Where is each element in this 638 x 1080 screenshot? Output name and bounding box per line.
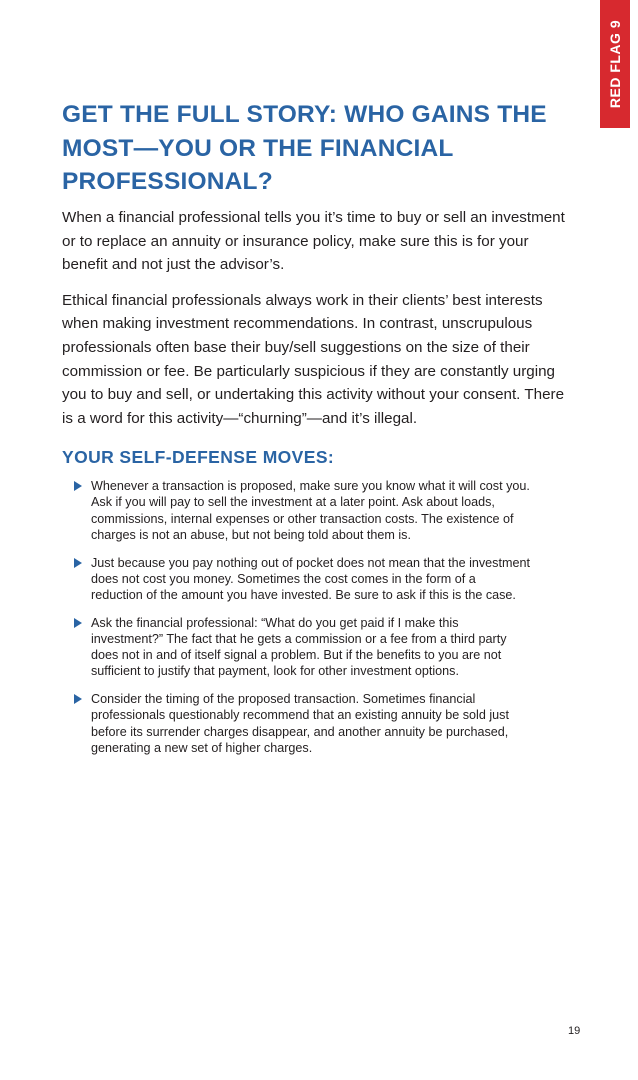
article-body: [62, 206, 574, 768]
list-item: [74, 691, 531, 755]
triangle-bullet-icon: [74, 694, 82, 704]
list-item: [74, 478, 531, 542]
self-defense-list: [62, 478, 574, 755]
triangle-bullet-icon: [74, 481, 82, 491]
intro-paragraph: When a financial professional tells you it’s time to buy or sell an investment or to replace an annuity or insurance policy, make sure this is for your benefit and not just the advisor’s.: [62, 209, 565, 274]
page-title: GET THE FULL STORY: WHO GAINS THE MOST—YOU OR THE FINANCIAL PROFESSIONAL?: [62, 101, 547, 195]
list-item-text: Just because you pay nothing out of pocket does not mean that the investment does not cost you money. Sometimes the cost comes in the form of a reduction of the amount you have invested. Be sure to ask if this is the case.: [91, 555, 530, 602]
page-number: 19: [568, 1025, 581, 1037]
list-item-text: Consider the timing of the proposed transaction. Sometimes financial professionals questionably recommend that an existing annuity be sold just before its surrender charges disappear, and another annuity be purchased, generating a new set of higher charges.: [91, 692, 509, 755]
self-defense-heading: YOUR SELF-DEFENSE MOVES:: [62, 447, 335, 468]
list-item-text: Whenever a transaction is proposed, make sure you know what it will cost you. Ask if you will pay to sell the investment at a later point. Ask about loads, commissions, internal expenses or other transaction costs. The existence of charges is not an abuse, but not being told about them is.: [91, 479, 530, 542]
triangle-bullet-icon: [74, 618, 82, 628]
list-item: [74, 615, 531, 679]
triangle-bullet-icon: [74, 558, 82, 568]
ethics-paragraph: Ethical financial professionals always work in their clients’ best interests when making investment recommendations. In contrast, unscrupulous professionals often base their buy/sell suggestions on the size of their commission or fee. Be particularly suspicious if they are constantly urging you to buy and sell, or undertaking this activity without your consent. There is a word for this activity—“churning”—and it’s illegal.: [62, 291, 565, 427]
red-flag-label: RED FLAG 9: [607, 19, 623, 109]
red-flag-tab: [600, 0, 630, 128]
list-item: [74, 555, 531, 603]
list-item-text: Ask the financial professional: “What do you get paid if I make this investment?” The fact that he gets a commission or a fee from a third party does not in and of itself signal a problem. But if the benefits to you are not sufficient to justify that payment, look for other investment options.: [91, 616, 507, 679]
